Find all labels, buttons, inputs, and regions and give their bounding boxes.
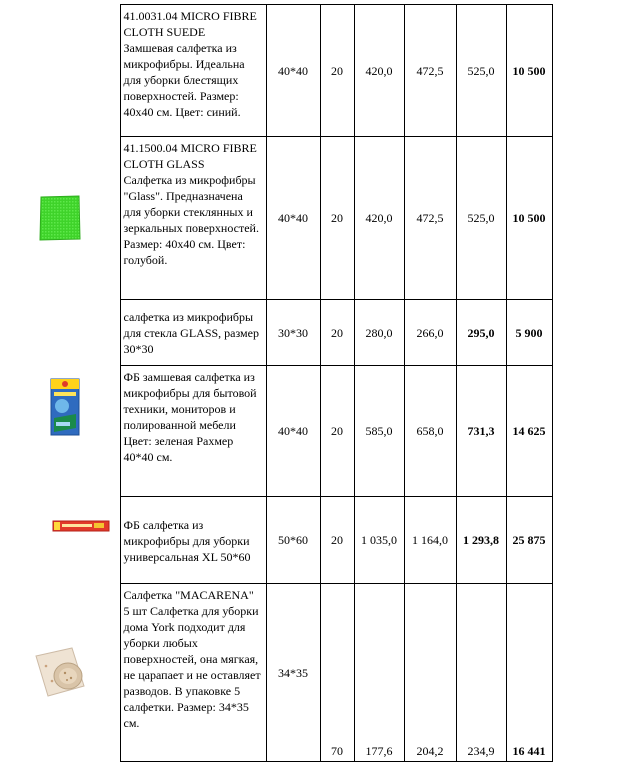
qty-cell: 20 <box>320 497 354 584</box>
product-name: 41.0031.04 MICRO FIBRE CLOTH SUEDE <box>123 9 257 39</box>
product-description: салфетка из микрофибры для стекла GLASS, размер 30*30 <box>123 310 259 356</box>
price3-cell: 525,0 <box>456 5 506 137</box>
product-image-cell <box>0 497 120 584</box>
size-cell: 34*35 <box>266 584 320 762</box>
product-image-cell <box>0 137 120 300</box>
description-cell <box>120 5 266 137</box>
green-cloth-image <box>39 195 81 241</box>
price1-cell: 177,6 <box>354 584 404 762</box>
price2-cell: 266,0 <box>404 300 456 366</box>
red-package-image <box>52 519 110 533</box>
table-row <box>0 137 552 300</box>
price1-cell: 585,0 <box>354 366 404 497</box>
size-cell: 50*60 <box>266 497 320 584</box>
description-cell <box>120 366 266 497</box>
qty-cell: 70 <box>320 584 354 762</box>
price3-cell: 234,9 <box>456 584 506 762</box>
total-cell: 16 441 <box>506 584 552 762</box>
table-row <box>0 5 552 137</box>
product-image-cell <box>0 584 120 762</box>
product-image-cell <box>0 5 120 137</box>
table-row <box>0 584 552 762</box>
price1-cell: 280,0 <box>354 300 404 366</box>
table-row <box>0 366 552 497</box>
description-cell <box>120 497 266 584</box>
size-cell: 40*40 <box>266 366 320 497</box>
product-description: Салфетка "MACARENA" 5 шт Салфетка для уборки дома York подходит для уборки любых поверхностей, она мягкая, не царапает и не оставляет разводов. В упаковке 5 салфетки. Размер: 34*35 см. <box>123 588 261 730</box>
beige-roll-image <box>32 646 88 700</box>
product-image-cell <box>0 300 120 366</box>
table-row <box>0 300 552 366</box>
price1-cell: 420,0 <box>354 5 404 137</box>
price2-cell: 204,2 <box>404 584 456 762</box>
price1-cell: 1 035,0 <box>354 497 404 584</box>
price3-cell: 525,0 <box>456 137 506 300</box>
total-cell: 10 500 <box>506 137 552 300</box>
price3-cell: 731,3 <box>456 366 506 497</box>
qty-cell: 20 <box>320 366 354 497</box>
price2-cell: 658,0 <box>404 366 456 497</box>
price3-cell: 1 293,8 <box>456 497 506 584</box>
table-row <box>0 497 552 584</box>
product-image-cell <box>0 366 120 497</box>
description-cell <box>120 137 266 300</box>
qty-cell: 20 <box>320 300 354 366</box>
total-cell: 10 500 <box>506 5 552 137</box>
qty-cell: 20 <box>320 5 354 137</box>
price-table <box>0 4 553 762</box>
total-cell: 25 875 <box>506 497 552 584</box>
size-cell: 40*40 <box>266 5 320 137</box>
description-cell <box>120 300 266 366</box>
size-cell: 30*30 <box>266 300 320 366</box>
total-cell: 5 900 <box>506 300 552 366</box>
size-cell: 40*40 <box>266 137 320 300</box>
qty-cell: 20 <box>320 137 354 300</box>
product-description: Салфетка из микрофибры "Glass". Предназначена для уборки стеклянных и зеркальных поверхностей. Размер: 40х40 см. Цвет: голубой. <box>123 173 259 267</box>
price2-cell: 472,5 <box>404 137 456 300</box>
product-description: Замшевая салфетка из микрофибры. Идеальна для уборки блестящих поверхностей. Размер: 40х40 см. Цвет: синий. <box>123 41 245 119</box>
blue-package-image <box>50 378 80 436</box>
description-cell <box>120 584 266 762</box>
product-name: 41.1500.04 MICRO FIBRE CLOTH GLASS <box>123 141 257 171</box>
product-description: ФБ салфетка из микрофибры для уборки универсальная XL 50*60 <box>123 517 251 564</box>
price2-cell: 472,5 <box>404 5 456 137</box>
product-description: ФБ замшевая салфетка из микрофибры для бытовой техники, мониторов и полированной мебели Цвет: зеленая Рахмер 40*40 см. <box>123 370 257 464</box>
price3-cell: 295,0 <box>456 300 506 366</box>
price2-cell: 1 164,0 <box>404 497 456 584</box>
total-cell: 14 625 <box>506 366 552 497</box>
price1-cell: 420,0 <box>354 137 404 300</box>
